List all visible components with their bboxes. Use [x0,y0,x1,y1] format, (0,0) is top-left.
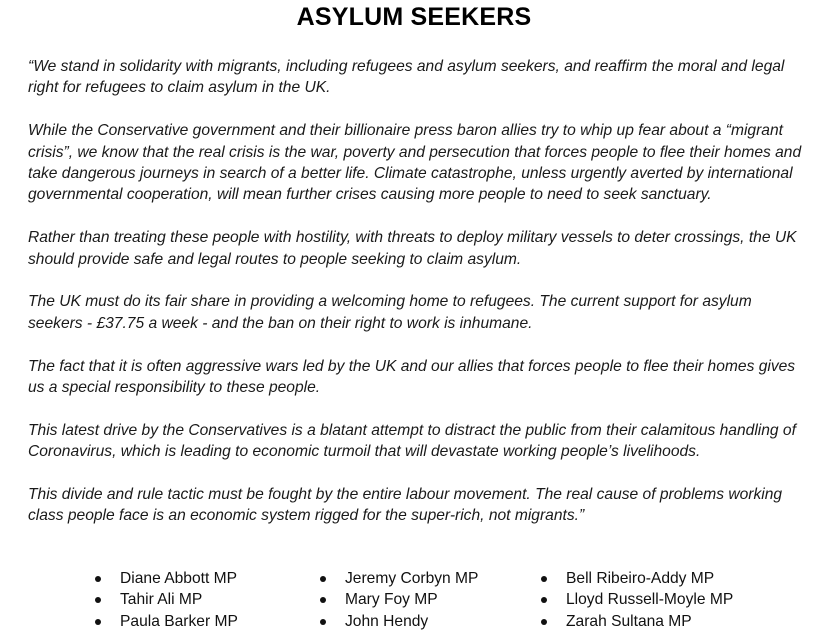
signatories-column-2 [320,568,478,632]
statement-body [28,56,808,548]
signatory-item [95,611,238,632]
signatory-item [95,589,238,610]
bullet-icon [320,576,326,582]
signatory-name: Tahir Ali MP [120,591,203,609]
signatory-item [541,589,733,610]
signatory-name: Zarah Sultana MP [566,612,692,630]
signatory-item [95,568,238,589]
signatory-name: John Hendy [345,612,429,630]
signatories-column-1 [95,568,238,632]
bullet-icon [541,576,547,582]
signatory-item [320,568,478,589]
signatory-item [320,589,478,610]
document-title: ASYLUM SEEKERS [296,3,532,31]
paragraph-divide-and-rule: This divide and rule tactic must be fought by the entire labour movement. The real cause of problems working class people face is an economic system rigged for the super-rich, not migrants.” [28,486,783,525]
signatory-item [320,611,478,632]
signatories-column-3 [541,568,733,632]
signatory-item [541,568,733,589]
paragraph-safe-routes: Rather than treating these people with hostility, with threats to deploy military vessels to deter crossings, the UK should provide safe and legal routes to people seeking to claim asylum. [28,229,797,268]
paragraph-solidarity: “We stand in solidarity with migrants, including refugees and asylum seekers, and reaffirm the moral and legal right for refugees to claim asylum in the UK. [28,58,785,97]
paragraph-real-crisis: While the Conservative government and their billionaire press baron allies try to whip up fear about a “migrant crisis”, we know that the real crisis is the war, poverty and persecution that forces people to flee their homes and take dangerous journeys in search of a better life. Climate catastrophe, unless urgently averted by international governmental cooperation, will mean further crises causing more people to need to seek sanctuary. [28,122,802,204]
bullet-icon [95,576,101,582]
signatory-item [541,611,733,632]
bullet-icon [541,597,547,603]
paragraph-fair-share: The UK must do its fair share in providing a welcoming home to refugees. The current support for asylum seekers - £37.75 a week - and the ban on their right to work is inhumane. [28,293,752,332]
signatory-name: Mary Foy MP [345,591,438,609]
bullet-icon [320,597,326,603]
signatory-name: Lloyd Russell-Moyle MP [566,591,734,609]
signatory-name: Paula Barker MP [120,612,238,630]
paragraph-responsibility: The fact that it is often aggressive wars led by the UK and our allies that forces people to flee their homes gives us a special responsibility to these people. [28,357,796,397]
signatory-name: Jeremy Corbyn MP [345,570,479,587]
signatory-name: Bell Ribeiro-Addy MP [566,570,715,587]
paragraph-distraction: This latest drive by the Conservatives is a blatant attempt to distract the public from their calamitous handling of Coronavirus, which is leading to economic turmoil that will devastate working people’s livelihoods. [28,421,796,461]
signatory-name: Diane Abbott MP [120,570,238,587]
bullet-icon [95,597,101,603]
